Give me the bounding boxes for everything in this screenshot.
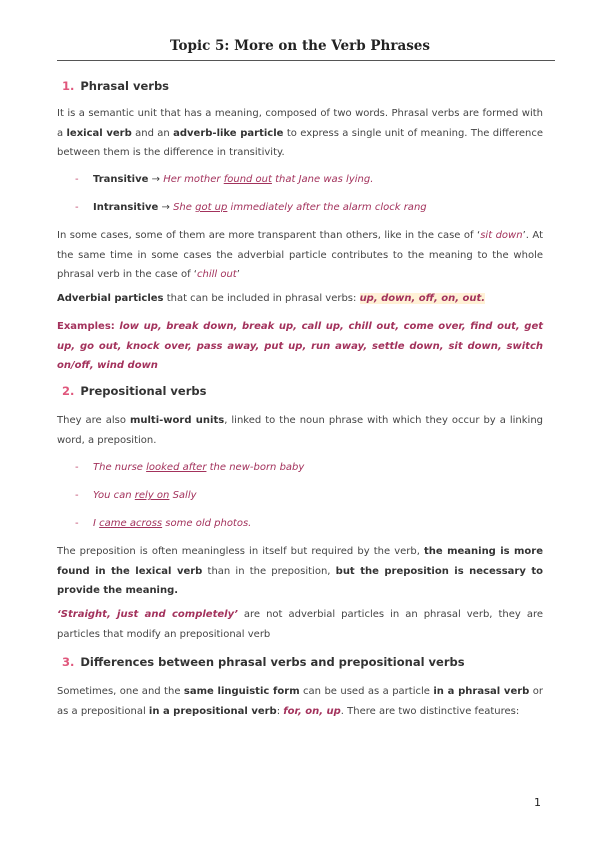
section-3-title: Differences between phrasal verbs and prepositional verbs: [80, 655, 465, 669]
s2-bullet-1: [75, 458, 304, 477]
text: are not adverbial particles in an phrasal verb, they are particles that modify an prepositional verb: [57, 609, 543, 640]
term-in-prepositional-verb: in a prepositional verb: [148, 705, 277, 717]
term-adverb-like-particle: adverb-like particle: [173, 127, 284, 139]
term-same-linguistic-form: same linguistic form: [183, 686, 300, 697]
example: She: [173, 202, 196, 213]
text: ’. At the same time in some cases the adverbial particle contributes to the meaning to the whole phrasal verb in the case of ‘: [57, 230, 543, 280]
s2-paragraph-1: [57, 411, 543, 450]
dash: -: [75, 202, 79, 213]
text: , linked to the noun phrase with which they occur by a linking word, a preposition.: [57, 415, 544, 446]
example: I: [93, 518, 100, 529]
arrow-icon: →: [161, 202, 170, 213]
text: In some cases, some of them are more transparent than others, like in the case of ‘: [57, 230, 481, 241]
section-1-number: 1.: [62, 79, 75, 93]
title-rule: [57, 60, 555, 61]
example: that Jane was lying.: [271, 174, 374, 185]
example: immediately after the alarm clock rang: [227, 202, 427, 213]
example-verb: got up: [195, 202, 228, 213]
text: It is a semantic unit that has a meaning, composed of two words. Phrasal verbs are formed with a: [57, 108, 543, 139]
text: . There are two distinctive features:: [340, 705, 520, 717]
example: Sally: [169, 490, 197, 501]
examples-list: low up, break down, break up, call up, chill out, come over, find out, get up, go out, knock over, pass away, put up, run away, settle down, sit down, switch on/off, wind down: [57, 321, 544, 371]
example: some old photos.: [162, 518, 252, 529]
section-1-heading: [62, 79, 169, 93]
arrow-icon: →: [151, 174, 160, 185]
example-sit-down: sit down: [480, 230, 523, 241]
s2-bullet-2: [75, 486, 197, 505]
label-examples: Examples:: [57, 321, 120, 332]
particle-list: up, down, off, on, out.: [359, 293, 486, 304]
text: that can be included in phrasal verbs:: [163, 293, 360, 304]
label-adverbial-particles: Adverbial particles: [57, 293, 164, 304]
section-1-title: Phrasal verbs: [80, 79, 170, 93]
s1-paragraph-4: [57, 317, 543, 376]
section-3-heading: [62, 655, 465, 669]
bullet-label: Intransitive: [93, 202, 159, 213]
text: and an: [131, 127, 174, 139]
example-prepositions: for, on, up: [283, 705, 341, 717]
dash: -: [75, 462, 79, 473]
text: to express a single unit of meaning. The difference between them is the difference in transitivity.: [57, 127, 543, 158]
s1-paragraph-1: [57, 104, 543, 163]
text: Sometimes, one and the: [57, 686, 184, 697]
s3-paragraph-1: [57, 682, 543, 721]
section-2-number: 2.: [62, 384, 75, 398]
s2-paragraph-2: [57, 542, 543, 601]
example: Her mother: [163, 174, 224, 185]
emphasis-2: but the preposition is necessary to provide the meaning.: [57, 565, 544, 596]
section-2-title: Prepositional verbs: [80, 384, 207, 398]
section-3-number: 3.: [62, 655, 75, 669]
text: or as a prepositional: [57, 686, 543, 717]
term-in-phrasal-verb: in a phrasal verb: [433, 686, 530, 697]
s2-paragraph-3: [57, 605, 543, 644]
s2-bullet-3: [75, 514, 251, 533]
section-2-heading: [62, 384, 206, 398]
s1-bullet-transitive: [75, 170, 373, 189]
bullet-label: Transitive: [93, 174, 149, 185]
example: The nurse: [93, 462, 147, 473]
s1-paragraph-3: [57, 289, 543, 309]
example-chill-out: chill out: [196, 269, 237, 280]
s1-bullet-intransitive: [75, 198, 427, 217]
emphasis-1: the meaning is more found in the lexical verb: [57, 546, 543, 577]
example-verb: looked after: [146, 462, 207, 473]
page-number: 1: [534, 796, 541, 809]
example-verb: came across: [99, 518, 163, 529]
term-multi-word-units: multi-word units: [129, 415, 225, 426]
dash: -: [75, 490, 79, 501]
text: :: [276, 705, 284, 717]
text: The preposition is often meaningless in itself but required by the verb,: [57, 546, 424, 557]
text: than in the preposition,: [202, 565, 336, 577]
dash: -: [75, 518, 79, 529]
example-verb: rely on: [134, 490, 170, 501]
text: can be used as a particle: [299, 686, 434, 697]
example: the new-born baby: [206, 462, 305, 473]
text: They are also: [57, 415, 130, 426]
quoted-particles: ‘Straight, just and completely’: [57, 609, 238, 620]
dash: -: [75, 174, 79, 185]
example: You can: [93, 490, 135, 501]
text: ’: [236, 269, 240, 280]
page-title: Topic 5: More on the Verb Phrases: [170, 38, 430, 54]
term-lexical-verb: lexical verb: [66, 127, 132, 139]
s1-paragraph-2: [57, 226, 543, 285]
example-verb: found out: [223, 174, 272, 185]
